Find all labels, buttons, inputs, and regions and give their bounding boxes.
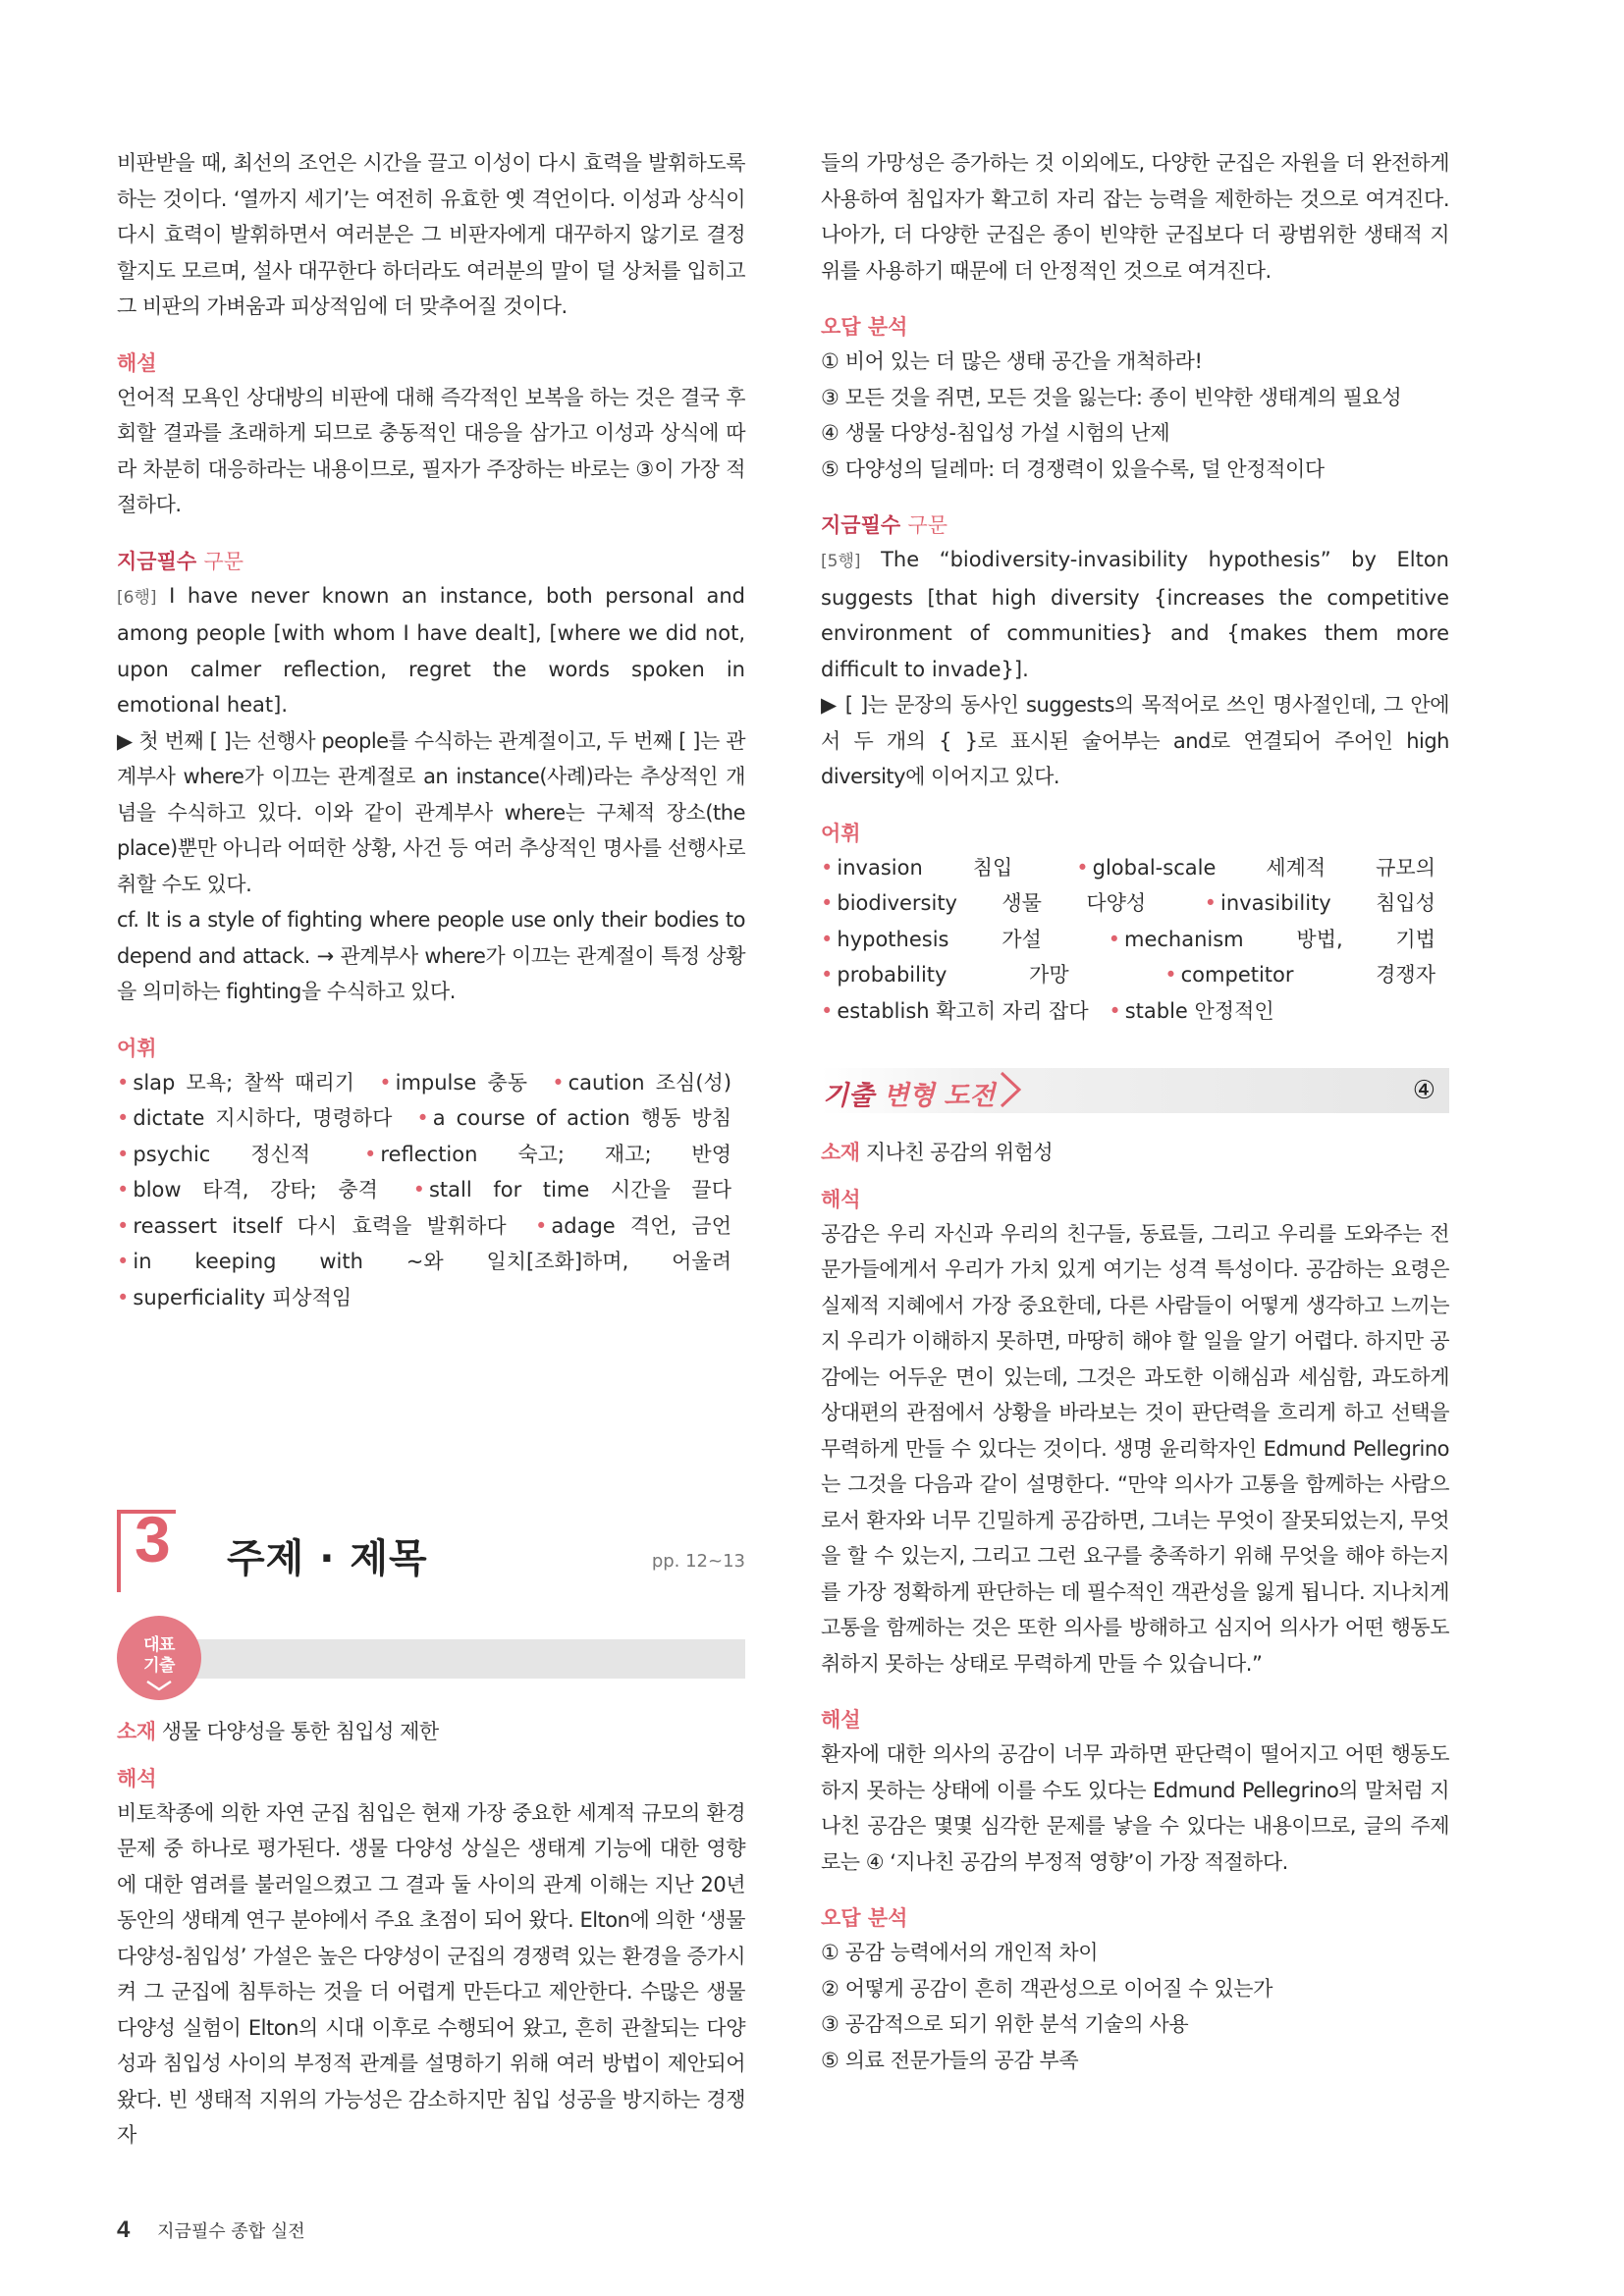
haeseol-heading: 해설 (117, 350, 157, 375)
vocab-item (117, 1178, 378, 1201)
gumun-sentence-text: The “biodiversity-invasibility hypothesis” by Elton suggests [that high diversity {increases the competitive environment of communities} and {makes them more difficult to invade}]. (821, 548, 1449, 681)
bullet-icon: • (416, 1106, 429, 1130)
vocab-item (117, 1214, 507, 1238)
left-column-lower (117, 1714, 745, 2154)
haeseol-heading-right: 해설 (821, 1708, 861, 1732)
page-number: 4 (117, 2216, 131, 2243)
vocab-text: caution 조심(성) (568, 1070, 732, 1095)
bullet-icon: • (821, 998, 834, 1023)
list-item: ⑤ 다양성의 딜레마: 더 경쟁력이 있을수록, 덜 안정적이다 (821, 456, 1325, 481)
bullet-icon: • (117, 1106, 130, 1130)
vocab-text: adage 격언, 금언 (551, 1213, 731, 1238)
vocab-item (821, 999, 1089, 1023)
bullet-icon: • (117, 1070, 130, 1095)
gumun-note: ▶ 첫 번째 [ ]는 선행사 people를 수식하는 관계절이고, 두 번째 [ ]는 관계부사 where가 이끄는 관계절로 an instance(사례)라는 추상적인 개념을 수식하고 있다. 이와 같이 관계부사 where는 구체적 장소(the place)뿐만 아니라 어떠한 상황, 사건 등 여러 추상적인 명사를 선행사로 취할 수도 있다. (117, 728, 745, 896)
gumun-sentence-right (821, 542, 1449, 687)
vocab-item (1076, 856, 1435, 880)
vocab-item (117, 1286, 352, 1309)
bullet-icon: • (821, 891, 834, 915)
bullet-icon: • (1076, 855, 1089, 880)
sojae-line-right (821, 1135, 1449, 1171)
sojae-text: 지나친 공감의 위험성 (865, 1141, 1054, 1164)
challenge-label-a: 기출 (823, 1081, 875, 1111)
vocab-text: mechanism 방법, 기법 (1124, 927, 1435, 951)
odap-list (821, 344, 1449, 487)
answer-mark: ④ (1412, 1076, 1435, 1105)
haeseol-text-right: 환자에 대한 의사의 공감이 너무 과하면 판단력이 떨어지고 어떤 행동도 하지 못하는 상태에 이를 수도 있다는 Edmund Pellegrino의 말처럼 지나친 공감은 몇몇 심각한 문제를 낳을 수 있다는 내용이므로, 글의 주제로는 ④ ‘지나친 공감의 부정적 영향’이 가장 적절하다. (821, 1742, 1449, 1874)
list-item: ① 공감 능력에서의 개인적 차이 (821, 1941, 1099, 1964)
vocab-item (1164, 963, 1435, 987)
section-title: 주제 · 제목 (227, 1536, 428, 1581)
bullet-icon: • (534, 1213, 548, 1238)
vocab-text: probability 가망 (837, 963, 1069, 987)
gumun-note-right: ▶ [ ]는 문장의 동사인 suggests의 목적어로 쓰인 명사절인데, 그 안에서 두 개의 { }로 표시된 술어부는 and로 연결되어 주어인 high diversity에 이어지고 있다. (821, 693, 1449, 788)
gumun-heading-brand: 지금필수 (117, 549, 197, 573)
list-item: ③ 공감적으로 되기 위한 분석 기술의 사용 (821, 2012, 1189, 2036)
haeseok-text: 비토착종에 의한 자연 군집 침입은 현재 가장 중요한 세계적 규모의 환경 문제 중 하나로 평가된다. 생물 다양성 상실은 생태계 기능에 대한 영향에 대한 염려를 불러일으켰고 그 결과 둘 사이의 관계 이해는 지난 20년 동안의 생태계 연구 분야에서 주요 초점이 되어 왔다. Elton에 의한 ‘생물 다양성-침입성’ 가설은 높은 다양성이 군집의 경쟁력 있는 환경을 증가시켜 그 군집에 침투하는 것을 더 어렵게 만든다고 제안한다. 수많은 생물 다양성 실험이 Elton의 시대 이후로 수행되어 왔고, 흔히 관찰되는 다양성과 침입성 사이의 부정적 관계를 설명하기 위해 여러 방법이 제안되어 왔다. 빈 생태적 지위의 가능성은 감소하지만 침입 성공을 방지하는 경쟁자 (117, 1800, 745, 2147)
vocab-item (117, 1143, 310, 1166)
bullet-icon: • (364, 1142, 377, 1166)
bullet-icon: • (117, 1285, 130, 1309)
gumun-heading-right (821, 510, 1449, 540)
vocab-item (117, 1250, 731, 1273)
intro-paragraph: 비판받을 때, 최선의 조언은 시간을 끌고 이성이 다시 효력을 발휘하도록 하는 것이다. ‘열까지 세기’는 여전히 유효한 옛 격언이다. 이성과 상식이 다시 효력이 발휘하면서 여러분은 그 비판자에게 대꾸하지 않기로 결정할지도 모르며, 설사 대꾸한다 하더라도 여러분의 말이 덜 상처를 입히고 그 비판의 가벼움과 피상적임에 더 맞추어질 것이다. (117, 151, 745, 318)
left-column (117, 145, 745, 1315)
vocab-text: stall for time 시간을 끌다 (428, 1178, 731, 1201)
vocab-heading: 어휘 (117, 1036, 157, 1060)
vocab-item (1205, 891, 1435, 915)
gumun-sentence-text: I have never known an instance, both personal and among people [with whom I have dealt], [where we did not, upon calmer reflection, regret the words spoken in emotional heat]. (117, 583, 745, 717)
vocab-item (821, 856, 1012, 880)
bullet-icon: • (1204, 891, 1218, 915)
vocab-item (117, 1071, 354, 1095)
vocab-list (117, 1065, 745, 1316)
challenge-label (823, 1074, 995, 1112)
bullet-icon: • (117, 1142, 130, 1166)
vocab-item (413, 1178, 731, 1201)
list-item: ⑤ 의료 전문가들의 공감 부족 (821, 2048, 1079, 2072)
list-item: ① 비어 있는 더 많은 생태 공간을 개척하라! (821, 349, 1203, 373)
sojae-line (117, 1714, 745, 1750)
vocab-heading-right: 어휘 (821, 821, 861, 845)
sojae-label: 소재 (821, 1141, 860, 1164)
odap-heading: 오답 분석 (821, 315, 908, 339)
vocab-item (364, 1143, 731, 1166)
vocab-text: psychic 정신적 (133, 1142, 311, 1166)
vocab-item (379, 1071, 527, 1095)
vocab-text: invasibility 침입성 (1220, 891, 1435, 915)
list-item: ④ 생물 다양성-침입성 가설 시험의 난제 (821, 421, 1170, 445)
odap2-list (821, 1935, 1449, 2078)
vocab-text: in keeping with ~와 일치[조화]하며, 어울려 (133, 1250, 731, 1273)
continuation-paragraph: 들의 가망성은 증가하는 것 이외에도, 다양한 군집은 자원을 더 완전하게 사용하여 침입자가 확고히 자리 잡는 능력을 제한하는 것으로 여겨진다. 나아가, 더 다양한 군집은 종이 빈약한 군집보다 더 광범위한 생태적 지위를 사용하기 때문에 더 안정적인 것으로 여겨진다. (821, 151, 1449, 283)
gumun-heading-brand: 지금필수 (821, 513, 901, 537)
right-column (821, 145, 1449, 2078)
haeseol-text: 언어적 모욕인 상대방의 비판에 대해 즉각적인 보복을 하는 것은 결국 후회할 결과를 초래하게 되므로 충동적인 대응을 삼가고 이성과 상식에 따라 차분히 대응하라는 내용이므로, 필자가 주장하는 바로는 ③이 가장 적절하다. (117, 385, 745, 516)
chevron-right-icon (996, 1070, 1025, 1109)
page-footer (117, 2216, 305, 2244)
vocab-text: invasion 침입 (837, 855, 1013, 880)
line-tag: [6행] (117, 587, 157, 608)
section-3-header (117, 1502, 745, 1600)
vocab-item (821, 891, 1146, 915)
bullet-icon: • (821, 927, 834, 951)
vocab-text: establish 확고히 자리 잡다 (837, 998, 1089, 1023)
vocab-text: global-scale 세계적 규모의 (1092, 855, 1435, 880)
list-item: ③ 모든 것을 쥐면, 모든 것을 잃는다: 종이 빈약한 생태계의 필요성 (821, 385, 1402, 409)
haeseok-heading-right: 해석 (821, 1187, 861, 1211)
vocab-text: biodiversity 생물 다양성 (837, 891, 1147, 915)
list-item: ② 어떻게 공감이 흔히 객관성으로 이어질 수 있는가 (821, 1976, 1273, 2001)
haeseok-heading: 해석 (117, 1766, 157, 1790)
vocab-text: dictate 지시하다, 명령하다 (133, 1106, 393, 1130)
badge-line-2: 기출 (143, 1656, 175, 1676)
vocab-text: hypothesis 가설 (837, 927, 1042, 951)
vocab-item (535, 1214, 731, 1238)
vocab-item (821, 963, 1069, 987)
vocab-text: slap 모욕; 찰싹 때리기 (133, 1070, 355, 1095)
gumun-heading-label: 구문 (907, 513, 948, 537)
gumun-cf: cf. It is a style of fighting where people use only their bodies to depend and attack. → 관계부사 where가 이끄는 관계절이 특정 상황을 의미하는 fighting을 수식하고 있다. (117, 908, 745, 1003)
bullet-icon: • (552, 1070, 565, 1095)
bullet-icon: • (1164, 963, 1177, 987)
vocab-text: reassert itself 다시 효력을 발휘하다 (133, 1213, 507, 1238)
vocab-item (117, 1106, 392, 1130)
section-number: 3 (135, 1503, 171, 1575)
vocab-text: blow 타격, 강타; 충격 (133, 1178, 378, 1201)
haeseok-text-right: 공감은 우리 자신과 우리의 친구들, 동료들, 그리고 우리를 도와주는 전문가들에게서 우리가 가치 있게 여기는 성격 특성이다. 공감하는 요령은 실제적 지혜에서 가장 중요한데, 다른 사람들이 어떻게 생각하고 느끼는지 우리가 이해하지 못하면, 마땅히 해야 할 일을 알기 어렵다. 하지만 공감에는 어두운 면이 있는데, 그것은 과도한 이해심과 세심함, 과도하게 상대편의 관점에서 상황을 바라보는 것이 판단력을 흐리게 하고 선택을 무력하게 만들 수 있다는 것이다. 생명 윤리학자인 Edmund Pellegrino는 그것을 다음과 같이 설명한다. “만약 의사가 고통을 함께하는 사람으로서 환자와 너무 긴밀하게 공감하면, 그녀는 무엇이 잘못되었는지, 무엇을 할 수 있는지, 그리고 그런 요구를 충족하기 위해 무엇을 해야 하는지를 가장 정확하게 판단하는 데 필수적인 객관성을 잃게 됩니다. 지나치게 고통을 함께하는 것은 또한 의사를 방해하고 심지어 의사가 어떤 행동도 취하지 못하는 상태로 무력하게 만들 수 있습니다.” (821, 1221, 1449, 1676)
challenge-label-b: 변형 도전 (883, 1081, 996, 1111)
gumun-sentence (117, 578, 745, 723)
bullet-icon: • (117, 1178, 130, 1201)
bullet-icon: • (412, 1178, 425, 1201)
sojae-label: 소재 (117, 1720, 156, 1743)
gumun-heading (117, 547, 745, 576)
vocab-text: superficiality 피상적임 (133, 1285, 352, 1309)
daepyo-gichul-banner (117, 1616, 745, 1698)
vocab-text: competitor 경쟁자 (1180, 963, 1435, 987)
daepyo-badge (117, 1616, 201, 1700)
vocab-item (821, 928, 1042, 951)
vocab-item (1109, 928, 1435, 951)
bullet-icon: • (821, 963, 834, 987)
vocab-item (552, 1071, 731, 1095)
vocab-text: stable 안정적인 (1124, 998, 1274, 1023)
gumun-heading-label: 구문 (203, 549, 244, 573)
bullet-icon: • (821, 855, 834, 880)
bullet-icon: • (1108, 927, 1120, 951)
vocab-list-right (821, 850, 1449, 1030)
line-tag: [5행] (821, 552, 861, 571)
sojae-text: 생물 다양성을 통한 침입성 제한 (161, 1720, 439, 1743)
vocab-item (416, 1106, 731, 1130)
challenge-banner (821, 1068, 1449, 1113)
bullet-icon: • (117, 1250, 130, 1273)
bullet-icon: • (379, 1070, 392, 1095)
banner-bar (176, 1639, 745, 1679)
chevron-down-icon (144, 1680, 174, 1691)
vocab-text: impulse 충동 (395, 1070, 528, 1095)
book-title: 지금필수 종합 실전 (157, 2221, 305, 2242)
bullet-icon: • (117, 1213, 130, 1238)
vocab-text: reflection 숙고; 재고; 반영 (380, 1142, 732, 1166)
vocab-text: a course of action 행동 방침 (432, 1106, 731, 1130)
bullet-icon: • (1109, 998, 1121, 1023)
odap2-heading: 오답 분석 (821, 1906, 908, 1930)
badge-line-1: 대표 (143, 1635, 175, 1655)
vocab-item (1109, 999, 1273, 1023)
section-pages: pp. 12~13 (651, 1551, 745, 1572)
